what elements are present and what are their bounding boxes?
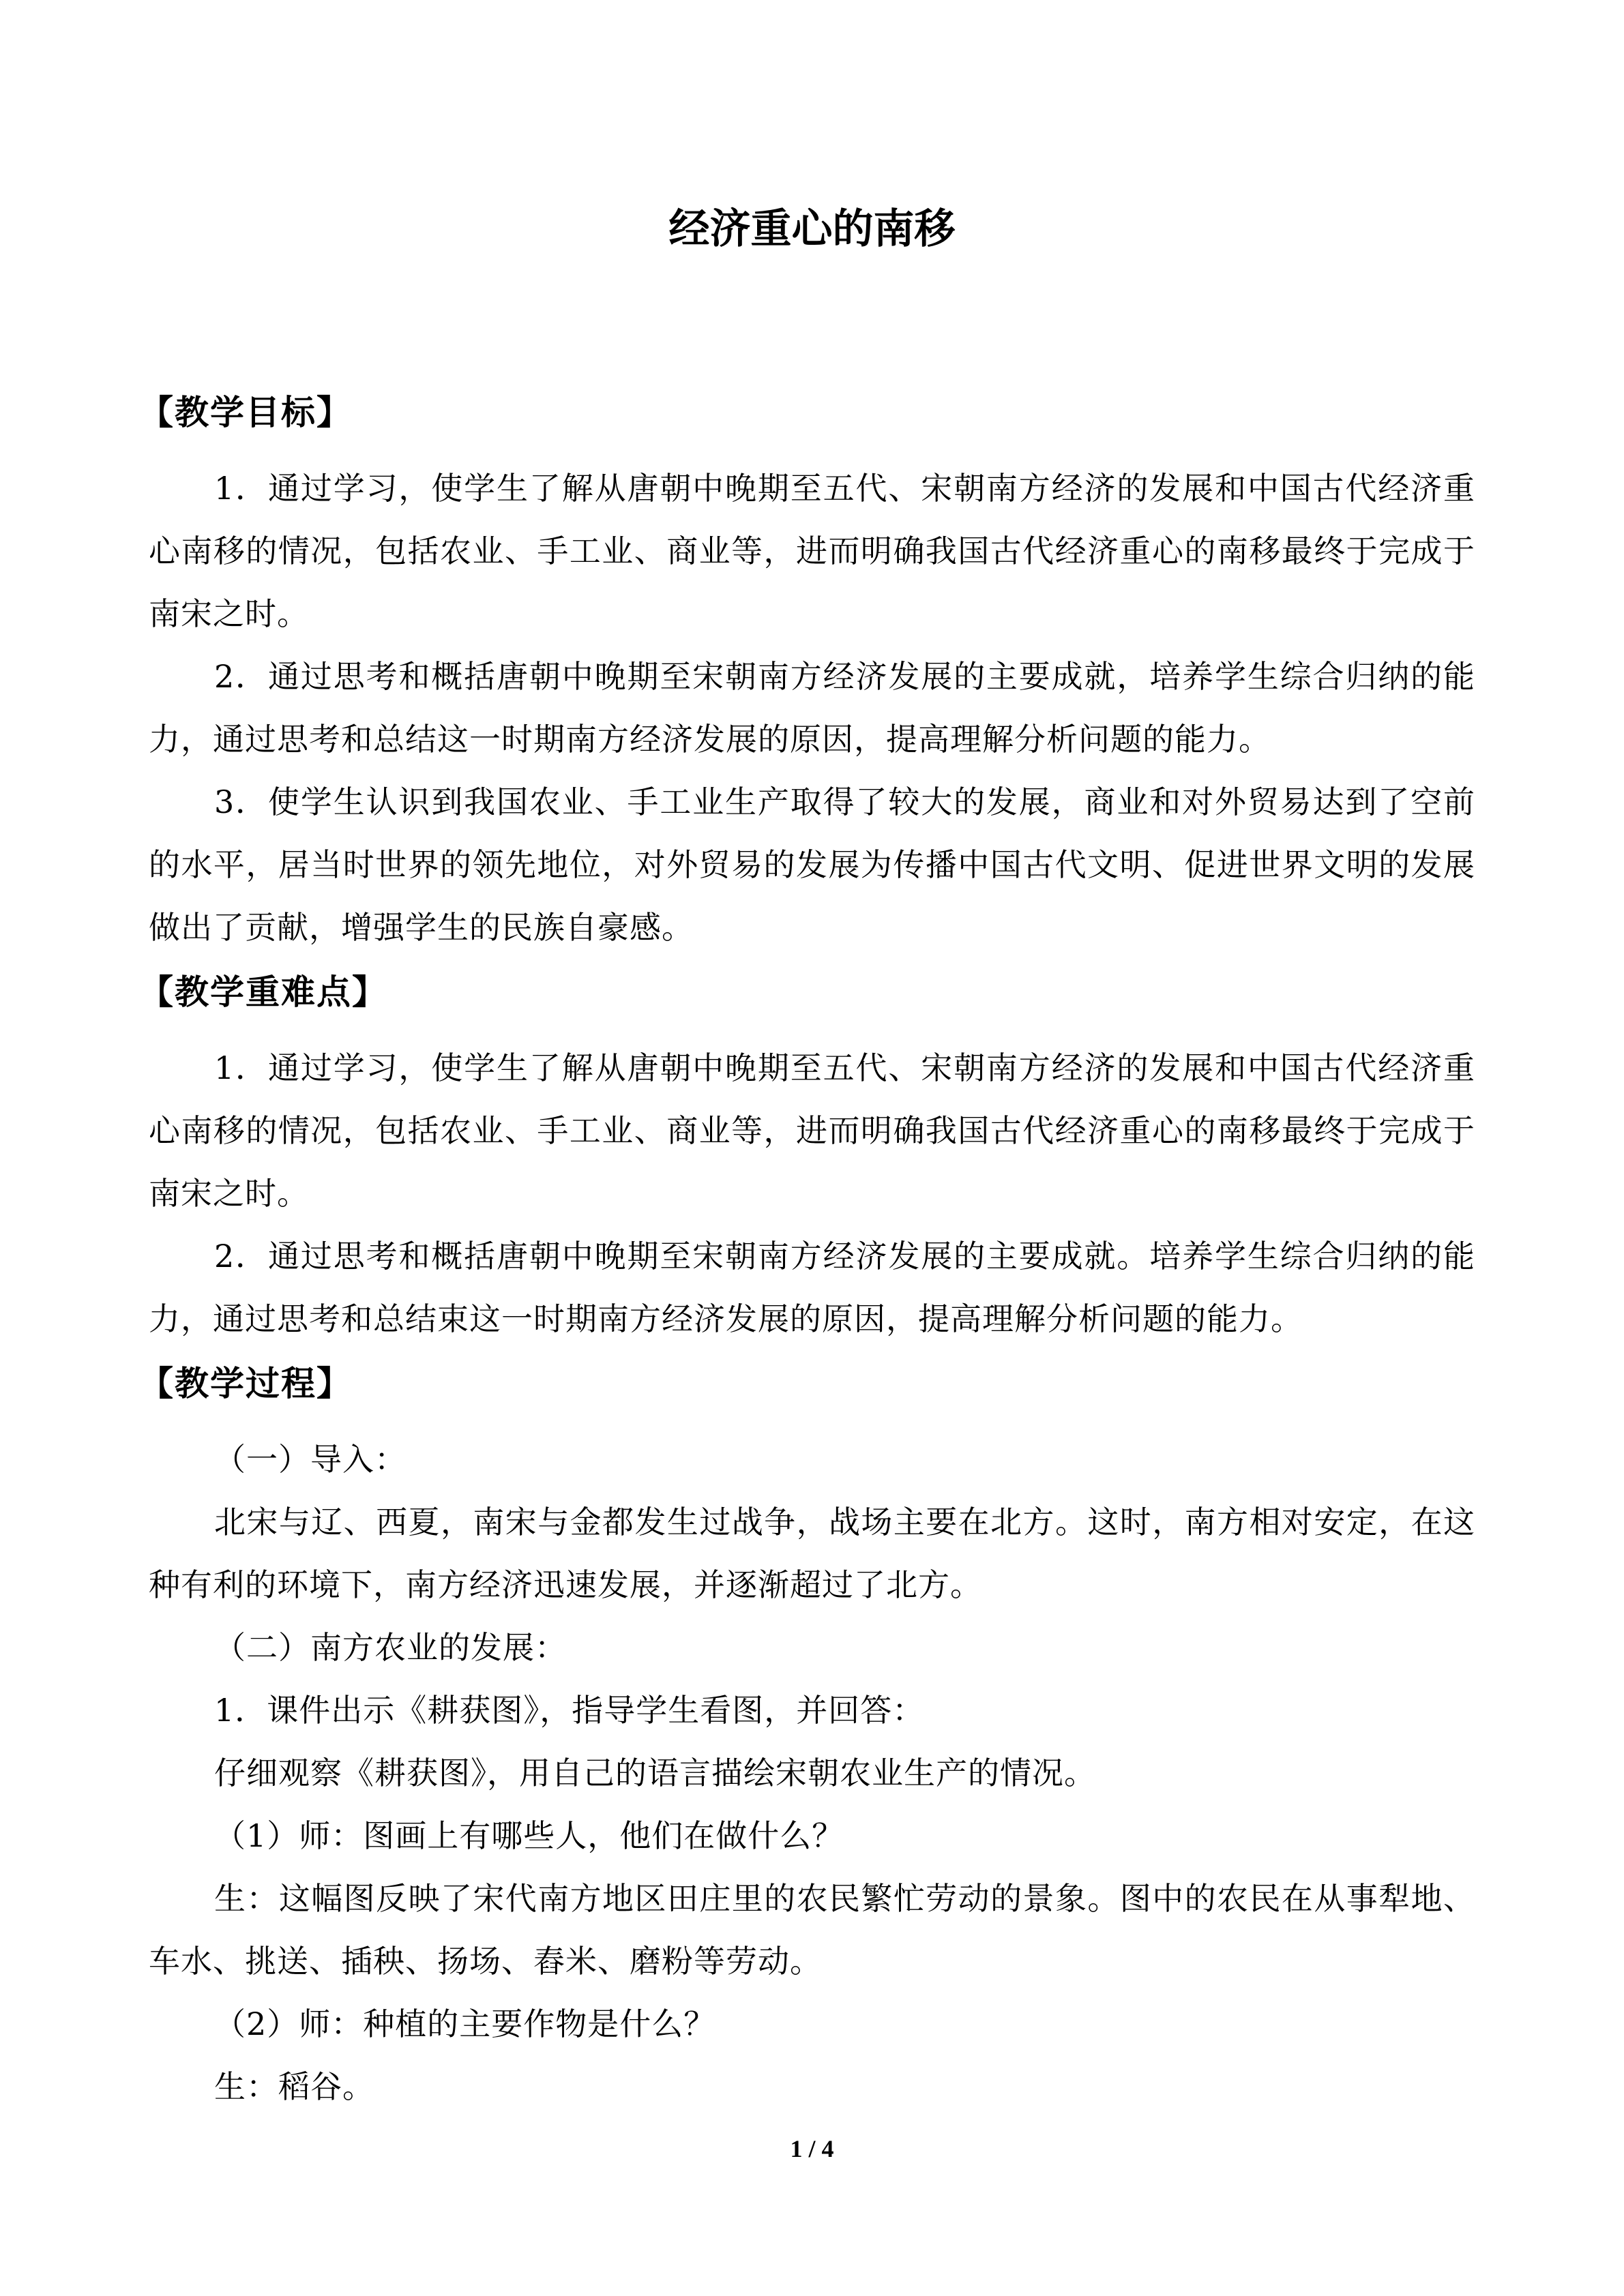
page-number: 1 / 4 [790, 2135, 834, 2162]
paragraph: 2．通过思考和概括唐朝中晚期至宋朝南方经济发展的主要成就，培养学生综合归纳的能力，通过思考和总结这一时期南方经济发展的原因，提高理解分析问题的能力。 [149, 658, 1475, 758]
paragraph: 北宋与辽、西夏，南宋与金都发生过战争，战场主要在北方。这时，南方相对安定，在这种有利的环境下，南方经济迅速发展，并逐渐超过了北方。 [149, 1504, 1475, 1603]
paragraph: 2．通过思考和概括唐朝中晚期至宋朝南方经济发展的主要成就。培养学生综合归纳的能力，通过思考和总结束这一时期南方经济发展的原因，提高理解分析问题的能力。 [149, 1238, 1475, 1337]
document-title: 经济重心的南移 [668, 205, 956, 253]
section-heading-process: 【教学过程】 [139, 1364, 352, 1403]
paragraph: （一）导入： [214, 1441, 407, 1478]
paragraph: 1．通过学习，使学生了解从唐朝中晚期至五代、宋朝南方经济的发展和中国古代经济重心南移的情况，包括农业、手工业、商业等，进而明确我国古代经济重心的南移最终于完成于南宋之时。 [149, 1049, 1475, 1212]
paragraph: （1）师：图画上有哪些人，他们在做什么？ [214, 1817, 844, 1854]
paragraph: （二）南方农业的发展： [214, 1629, 567, 1666]
paragraph: 仔细观察《耕获图》，用自己的语言描绘宋朝农业生产的情况。 [214, 1755, 1096, 1791]
paragraph: 生：稻谷。 [214, 2068, 374, 2105]
document-body [139, 382, 1475, 2118]
paragraph: 1．课件出示《耕获图》，指导学生看图，并回答： [214, 1692, 925, 1729]
paragraph: 3．使学生认识到我国农业、手工业生产取得了较大的发展，商业和对外贸易达到了空前的水平，居当时世界的领先地位，对外贸易的发展为传播中国古代文明、促进世界文明的发展做出了贡献，增强学生的民族自豪感。 [149, 784, 1475, 946]
paragraph: 生：这幅图反映了宋代南方地区田庄里的农民繁忙劳动的景象。图中的农民在从事犁地、车水、挑送、插秧、扬场、舂米、磨粉等劳动。 [149, 1880, 1475, 1980]
section-heading-objectives: 【教学目标】 [139, 393, 352, 432]
section-heading-key-points: 【教学重难点】 [139, 972, 387, 1012]
paragraph: （2）师：种植的主要作物是什么？ [214, 2006, 716, 2042]
paragraph: 1．通过学习，使学生了解从唐朝中晚期至五代、宋朝南方经济的发展和中国古代经济重心南移的情况，包括农业、手工业、商业等，进而明确我国古代经济重心的南移最终于完成于南宋之时。 [149, 470, 1475, 632]
